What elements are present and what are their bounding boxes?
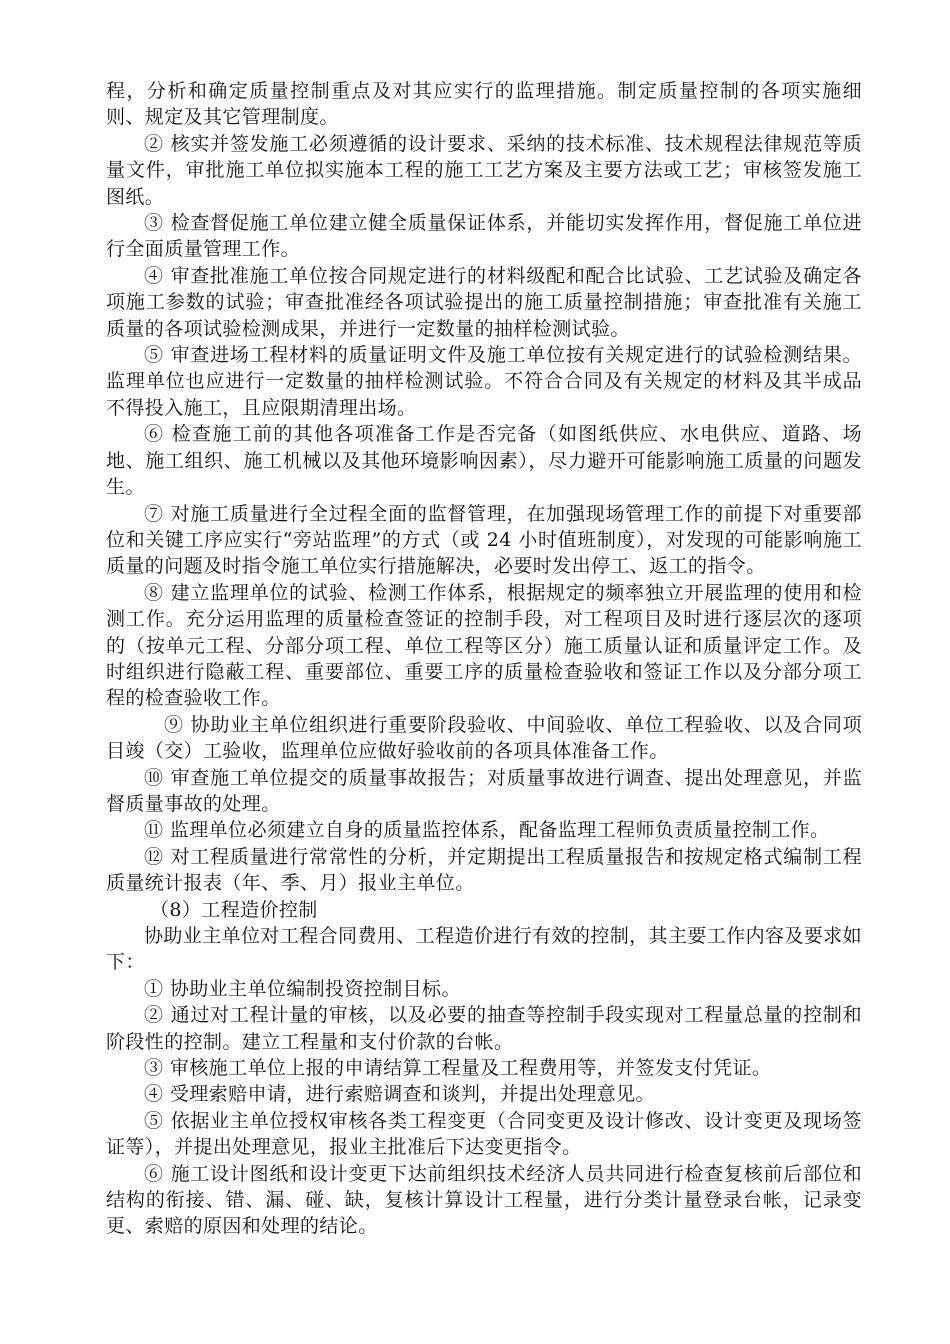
paragraph-item-8: ⑧ 建立监理单位的试验、检测工作体系，根据规定的频率独立开展监理的使用和检测工作。充分运用监理的质量检查签证的控制手段，对工程项目及时进行逐层次的逐项的（按单元工程、分部分项工程、单位工程等区分）施工质量认证和质量评定工作。及时组织进行隐蔽工程、重要部位、重要工序的质量检查验收和签证工作以及分部分项工程的检查验收工作。	[106, 581, 862, 710]
paragraph-item-3: ③ 检查督促施工单位建立健全质量保证体系，并能切实发挥作用，督促施工单位进行全面质量管理工作。	[106, 212, 862, 261]
paragraph-item-10: ⑩ 审查施工单位提交的质量事故报告；对质量事故进行调查、提出处理意见，并监督质量事故的处理。	[106, 766, 862, 815]
paragraph-item-9: ⑨ 协助业主单位组织进行重要阶段验收、中间验收、单位工程验收、以及合同项目竣（交）工验收，监理单位应做好验收前的各项具体准备工作。	[106, 713, 862, 763]
section-heading: （8）工程造价控制	[150, 898, 318, 921]
cost-item-4: ④ 受理索赔申请，进行索赔调查和谈判，并提出处理意见。	[144, 1083, 655, 1106]
paragraph-item-4: ④ 审查批准施工单位按合同规定进行的材料级配和配合比试验、工艺试验及确定各项施工参数的试验；审查批准经各项试验提出的施工质量控制措施；审查批准有关施工质量的各项试验检测成果，并进行一定数量的抽样检测试验。	[106, 264, 862, 340]
cost-item-5: ⑤ 依据业主单位授权审核各类工程变更（合同变更及设计修改、设计变更及现场签证等），并提出处理意见，报业主批准后下达变更指令。	[106, 1109, 862, 1159]
paragraph-item-6: ⑥ 检查施工前的其他各项准备工作是否完备（如图纸供应、水电供应、道路、场地、施工组织、施工机械以及其他环境影响因素），尽力避开可能影响施工质量的问题发生。	[106, 423, 862, 499]
document-page	[106, 78, 862, 1240]
paragraph-item-2: ② 核实并签发施工必须遵循的设计要求、采纳的技术标准、技术规程法律规范等质量文件，审批施工单位拟实施本工程的施工工艺方案及主要方法或工艺；审核签发施工图纸。	[106, 132, 862, 208]
cost-item-6: ⑥ 施工设计图纸和设计变更下达前组织技术经济人员共同进行检查复核前后部位和结构的衔接、错、漏、碰、缺，复核计算设计工程量，进行分类计量登录台帐，记录变更、索赔的原因和处理的结论。	[106, 1162, 862, 1238]
cost-item-1: ① 协助业主单位编制投资控制目标。	[144, 977, 461, 1000]
paragraph-item-11: ⑪ 监理单位必须建立自身的质量监控体系，配备监理工程师负责质量控制工作。	[144, 819, 830, 842]
section-intro: 协助业主单位对工程合同费用、工程造价进行有效的控制，其主要工作内容及要求如下：	[106, 925, 862, 974]
cost-item-2: ② 通过对工程计量的审核，以及必要的抽查等控制手段实现对工程量总量的控制和阶段性的控制。建立工程量和支付价款的台帐。	[106, 1004, 862, 1053]
paragraph-continuation: 程，分析和确定质量控制重点及对其应实行的监理措施。制定质量控制的各项实施细则、规定及其它管理制度。	[106, 80, 862, 129]
cost-item-3: ③ 审核施工单位上报的申请结算工程量及工程费用等，并签发支付凭证。	[144, 1057, 772, 1080]
paragraph-item-12: ⑫ 对工程质量进行常常性的分析，并定期提出工程质量报告和按规定格式编制工程质量统计报表（年、季、月）报业主单位。	[106, 845, 862, 895]
paragraph-item-7: ⑦ 对施工质量进行全过程全面的监督管理，在加强现场管理工作的前提下对重要部位和关键工序应实行“旁站监理”的方式（或 24 小时值班制度），对发现的可能影响施工质量的问题及时指令施工单位实行措施解决，必要时发出停工、返工的指令。	[106, 502, 862, 578]
paragraph-item-5: ⑤ 审查进场工程材料的质量证明文件及施工单位按有关规定进行的试验检测结果。监理单位也应进行一定数量的抽样检测试验。不符合合同及有关规定的材料及其半成品不得投入施工，且应限期清理出场。	[106, 344, 862, 419]
